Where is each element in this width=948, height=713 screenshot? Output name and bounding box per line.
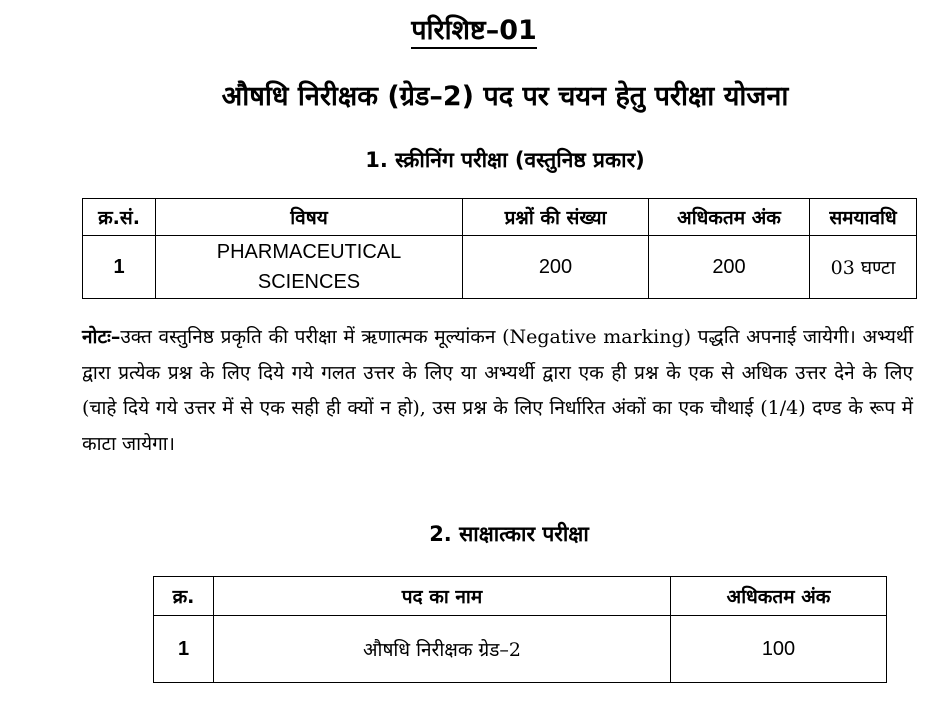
col-header-post-name: पद का नाम bbox=[214, 577, 671, 616]
cell-duration: 03 घण्टा bbox=[810, 236, 917, 299]
note-text: उक्त वस्तुनिष्ठ प्रकृति की परीक्षा में ऋणात्मक मूल्यांकन (Negative marking) पद्धति अपनाई जायेगी। अभ्यर्थी द्वारा प्रत्येक प्रश्न के लिए दिये गये गलत उत्तर के लिए या अभ्यर्थी द्वारा एक ही प्रश्न के एक से अधिक उत्तर देने के लिए (चाहे दिये गये उत्तर में से एक सही ही क्यों न हो), उस प्रश्न के लिए निर्धारित अंकों का एक चौथाई (1/4) दण्ड के रूप में काटा जायेगा। bbox=[82, 326, 913, 455]
table-row bbox=[83, 236, 917, 299]
cell-questions: 200 bbox=[463, 236, 649, 299]
cell-max-marks: 100 bbox=[671, 616, 887, 683]
col-header-sno: क्र.सं. bbox=[83, 199, 156, 236]
cell-max-marks: 200 bbox=[649, 236, 810, 299]
cell-post-name: औषधि निरीक्षक ग्रेड–2 bbox=[214, 616, 671, 683]
cell-subject bbox=[156, 236, 463, 299]
table-header-row bbox=[83, 199, 917, 236]
main-title: औषधि निरीक्षक (ग्रेड–2) पद पर चयन हेतु परीक्षा योजना bbox=[221, 81, 789, 112]
col-header-max-marks: अधिकतम अंक bbox=[649, 199, 810, 236]
note-paragraph bbox=[82, 320, 913, 462]
col-header-max-marks: अधिकतम अंक bbox=[671, 577, 887, 616]
col-header-duration: समयावधि bbox=[810, 199, 917, 236]
appendix-title bbox=[0, 10, 948, 47]
table-row bbox=[154, 616, 887, 683]
col-header-questions: प्रश्नों की संख्या bbox=[463, 199, 649, 236]
section2-heading: 2. साक्षात्कार परीक्षा bbox=[429, 522, 589, 546]
interview-exam-table bbox=[153, 576, 887, 683]
cell-sno: 1 bbox=[154, 616, 214, 683]
subject-text: PHARMACEUTICAL SCIENCES bbox=[216, 241, 402, 293]
appendix-title-text: परिशिष्ट–01 bbox=[411, 15, 537, 49]
screening-exam-table bbox=[82, 198, 917, 299]
section1-heading: 1. स्क्रीनिंग परीक्षा (वस्तुनिष्ठ प्रकार) bbox=[365, 148, 645, 172]
col-header-sno: क्र. bbox=[154, 577, 214, 616]
cell-sno: 1 bbox=[83, 236, 156, 299]
col-header-subject: विषय bbox=[156, 199, 463, 236]
note-label: नोटः– bbox=[82, 326, 121, 348]
table-header-row bbox=[154, 577, 887, 616]
